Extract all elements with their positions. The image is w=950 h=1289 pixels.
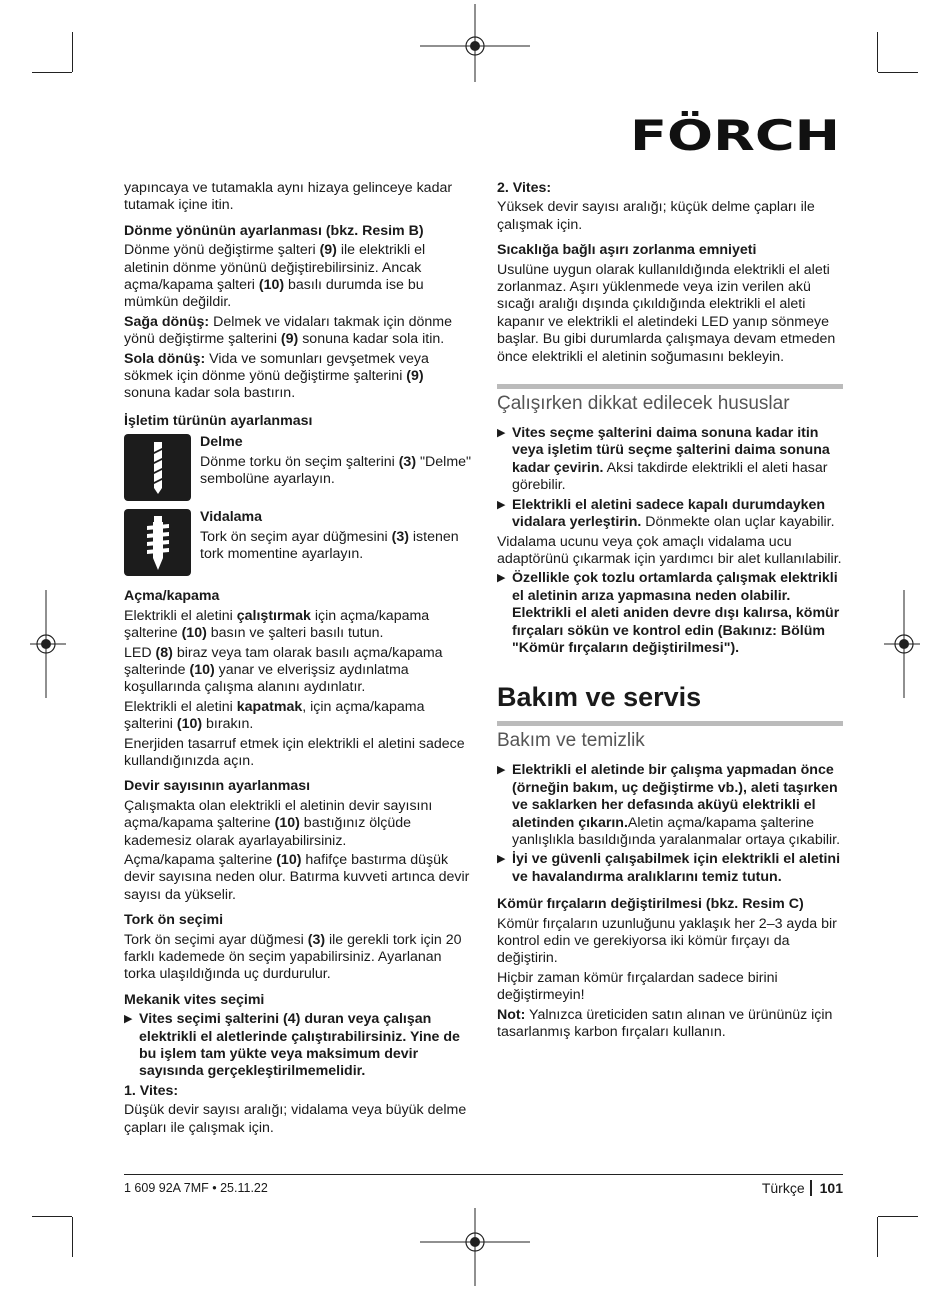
registration-mark-icon bbox=[884, 590, 920, 698]
brush-heading: Kömür fırçaların değiştirilmesi (bkz. Resim C) bbox=[497, 896, 804, 913]
brush-p1: Kömür fırçaların uzunluğunu yaklaşık her 2–3 ayda bir kontrol edin ve gerekiyorsa iki kömür fırçayı da değiştirin. bbox=[497, 915, 837, 967]
adapter-text: Vidalama ucunu veya çok amaçlı vidalama ucu adaptörünü çıkarmak için yardımcı bir alet kullanılabilir. bbox=[497, 533, 842, 567]
svg-text:FÖRCH: FÖRCH bbox=[630, 111, 793, 158]
crop-mark bbox=[877, 32, 878, 72]
crop-mark bbox=[32, 1216, 72, 1217]
left-column bbox=[124, 180, 472, 1139]
speed-heading: Devir sayısının ayarlanması bbox=[124, 778, 311, 795]
screw-icon bbox=[124, 509, 191, 576]
footer-language: Türkçe bbox=[761, 1180, 805, 1196]
onoff-p1: Elektrikli el aletini çalıştırmak için açma/kapama şalterine (10) basın ve şalteri basılı tutun. bbox=[124, 607, 430, 642]
crop-mark bbox=[32, 72, 72, 73]
torque-heading: Tork ön seçimi bbox=[124, 912, 224, 929]
thermal-heading: Sıcaklığa bağlı aşırı zorlanma emniyeti bbox=[497, 242, 757, 259]
intro-text: yapıncaya ve tutamakla aynı hizaya gelinceye kadar tutamak içine itin. bbox=[124, 180, 453, 214]
care-bullet-2: ▶ İyi ve güvenli çalışabilmek için elektrikli el aletini ve havalandırma aralıklarını temiz tutun. bbox=[497, 851, 841, 885]
crop-mark bbox=[72, 32, 73, 72]
bullet-arrow-icon: ▶ bbox=[497, 853, 506, 866]
crop-mark bbox=[878, 1216, 918, 1217]
drill-text: Dönme torku ön seçim şalterini (3) "Delme" sembolüne ayarlayın. bbox=[200, 453, 472, 488]
gear-bullet: ▶ Vites seçimi şalterini (4) duran veya çalışan elektrikli el aletlerinde çalıştırabilirsiniz. Yine de bu işlem tam yükte veya maksimum devir sayısında gerçekleştirilmemelidir. bbox=[124, 1011, 460, 1080]
care-section-heading: Bakım ve temizlik bbox=[497, 721, 843, 752]
work-bullet-2: ▶ Elektrikli el aletini sadece kapalı durumdayken vidalara yerleştirin. Dönmekte olan uçlar kayabilir. bbox=[497, 496, 835, 531]
screw-mode-row bbox=[124, 509, 472, 576]
registration-mark-icon bbox=[420, 1200, 530, 1286]
screw-title: Vidalama bbox=[200, 509, 263, 526]
bullet-arrow-icon: ▶ bbox=[124, 1013, 133, 1026]
direction-heading: Dönme yönünün ayarlanması (bkz. Resim B) bbox=[124, 222, 424, 239]
care-bullet-1: ▶ Elektrikli el aletinde bir çalışma yapmadan önce (örneğin bakım, uç değiştirme vb.), aleti taşırken ve saklarken her defasında aküyü elektrikli el aletinden çıkarın.Aletin açma/kapama şalterine yanlışlıkla basıldığında yaralanmalar ortaya çıkabilir. bbox=[497, 762, 841, 848]
crop-mark bbox=[877, 1217, 878, 1257]
left-rotation-paragraph: Sola dönüş: Vida ve somunları gevşetmek veya sökmek için dönme yönü değiştirme şalterini (9) sonuna kadar sola bastırın. bbox=[124, 350, 429, 402]
brush-p2: Hiçbir zaman kömür fırçalardan sadece birini değiştirmeyin! bbox=[497, 969, 778, 1004]
gear2-heading: 2. Vites: bbox=[497, 180, 552, 196]
onoff-p3: Elektrikli el aletini kapatmak, için açma/kapama şalterini (10) bırakın. bbox=[124, 698, 425, 733]
torque-p1: Tork ön seçimi ayar düğmesi (3) ile gerekli tork için 20 farklı kademede ön seçim yapabilirsiniz. Ayarlanan torka ulaşıldığında uç durdurulur. bbox=[124, 931, 462, 983]
screw-text: Tork ön seçim ayar düğmesini (3) istenen tork momentine ayarlayın. bbox=[200, 528, 459, 563]
work-bullet-3: ▶ Özellikle çok tozlu ortamlarda çalışmak elektrikli el aletinin arıza yapmasına neden olabilir. Elektrikli el aleti aniden devre dışı kalırsa, kömür fırçaları sökün ve kontrol edin (Bakınız: Bölüm "Kömür fırçaların değiştirilmesi"). bbox=[497, 570, 840, 656]
work-bullet-1: ▶ Vites seçme şalterini daima sonuna kadar itin veya işletim türü seçme şalterini daima sonuna kadar çevirin. Aksi takdirde elektrikli el aleti hasar görebilir. bbox=[497, 425, 830, 494]
mode-heading: İşletim türünün ayarlanması bbox=[124, 412, 313, 429]
speed-p2: Açma/kapama şalterine (10) hafifçe bastırma düşük devir sayısına neden olur. Batırma kuvveti artınca devir sayısı da yükselir. bbox=[124, 851, 470, 903]
gear2-text: Yüksek devir sayısı aralığı; küçük delme çapları ile çalışmak için. bbox=[497, 199, 815, 233]
work-section-heading: Çalışırken dikkat edilecek hususlar bbox=[497, 384, 843, 415]
registration-mark-icon bbox=[420, 4, 530, 90]
direction-paragraph: Dönme yönü değiştirme şalteri (9) ile elektrikli el aletinin dönme yönünü değiştirebilirsiniz. Ancak açma/kapama şalteri (10) basılı durumda ise bu mümkün değildir. bbox=[124, 242, 426, 311]
onoff-p4: Enerjiden tasarruf etmek için elektrikli el aletini sadece kullandığınızda açın. bbox=[124, 735, 465, 769]
page-footer bbox=[124, 1174, 843, 1196]
bullet-arrow-icon: ▶ bbox=[497, 427, 506, 440]
right-column bbox=[497, 180, 843, 1043]
drill-bit-icon bbox=[124, 434, 191, 501]
right-rotation-paragraph: Sağa dönüş: Delmek ve vidaları takmak için dönme yönü değiştirme şalterini (9) sonuna kadar sola itin. bbox=[124, 313, 452, 348]
onoff-heading: Açma/kapama bbox=[124, 588, 220, 605]
footer-right bbox=[762, 1180, 843, 1196]
thermal-text: Usulüne uygun olarak kullanıldığında elektrikli el aleti zorlanmaz. Aşırı yüklenmede veya izin verilen akü sıcağı aralığı dışında çıkıldığında elektrikli el aleti kapanır ve elektrikli el aletindeki LED yanıp sönmeye başlar. Bu gibi durumlarda çalışmaya devam etmeden önce elektrikli el aletinin soğumasını bekleyin. bbox=[497, 261, 836, 365]
speed-p1: Çalışmakta olan elektrikli el aletinin devir sayısını açma/kapama şalterine (10) bastığınız ölçüde kademesiz olarak ayarlayabilirsiniz. bbox=[124, 797, 433, 849]
bullet-arrow-icon: ▶ bbox=[497, 572, 506, 585]
page-number: 101 bbox=[810, 1180, 843, 1196]
drill-title: Delme bbox=[200, 434, 243, 451]
chapter-title: Bakım ve servis bbox=[497, 682, 702, 713]
crop-mark bbox=[878, 72, 918, 73]
crop-mark bbox=[72, 1217, 73, 1257]
document-code: 1 609 92A 7MF • 25.11.22 bbox=[124, 1181, 268, 1195]
gear1-text: Düşük devir sayısı aralığı; vidalama veya büyük delme çapları ile çalışmak için. bbox=[124, 1102, 467, 1136]
note-text: Not: Yalnızca üreticiden satın alınan ve ürününüz için tasarlanmış karbon fırçaları kullanın. bbox=[497, 1006, 833, 1041]
bullet-arrow-icon: ▶ bbox=[497, 764, 506, 777]
gear-heading: Mekanik vites seçimi bbox=[124, 991, 265, 1008]
forch-logo bbox=[628, 110, 842, 158]
onoff-p2: LED (8) biraz veya tam olarak basılı açma/kapama şalterinde (10) yanar ve elverişsiz aydınlatma koşullarında çalışma alanını aydınlatır. bbox=[124, 644, 443, 696]
bullet-arrow-icon: ▶ bbox=[497, 498, 506, 511]
gear1-heading: 1. Vites: bbox=[124, 1082, 179, 1099]
drill-mode-row bbox=[124, 434, 472, 501]
registration-mark-icon bbox=[30, 590, 66, 698]
